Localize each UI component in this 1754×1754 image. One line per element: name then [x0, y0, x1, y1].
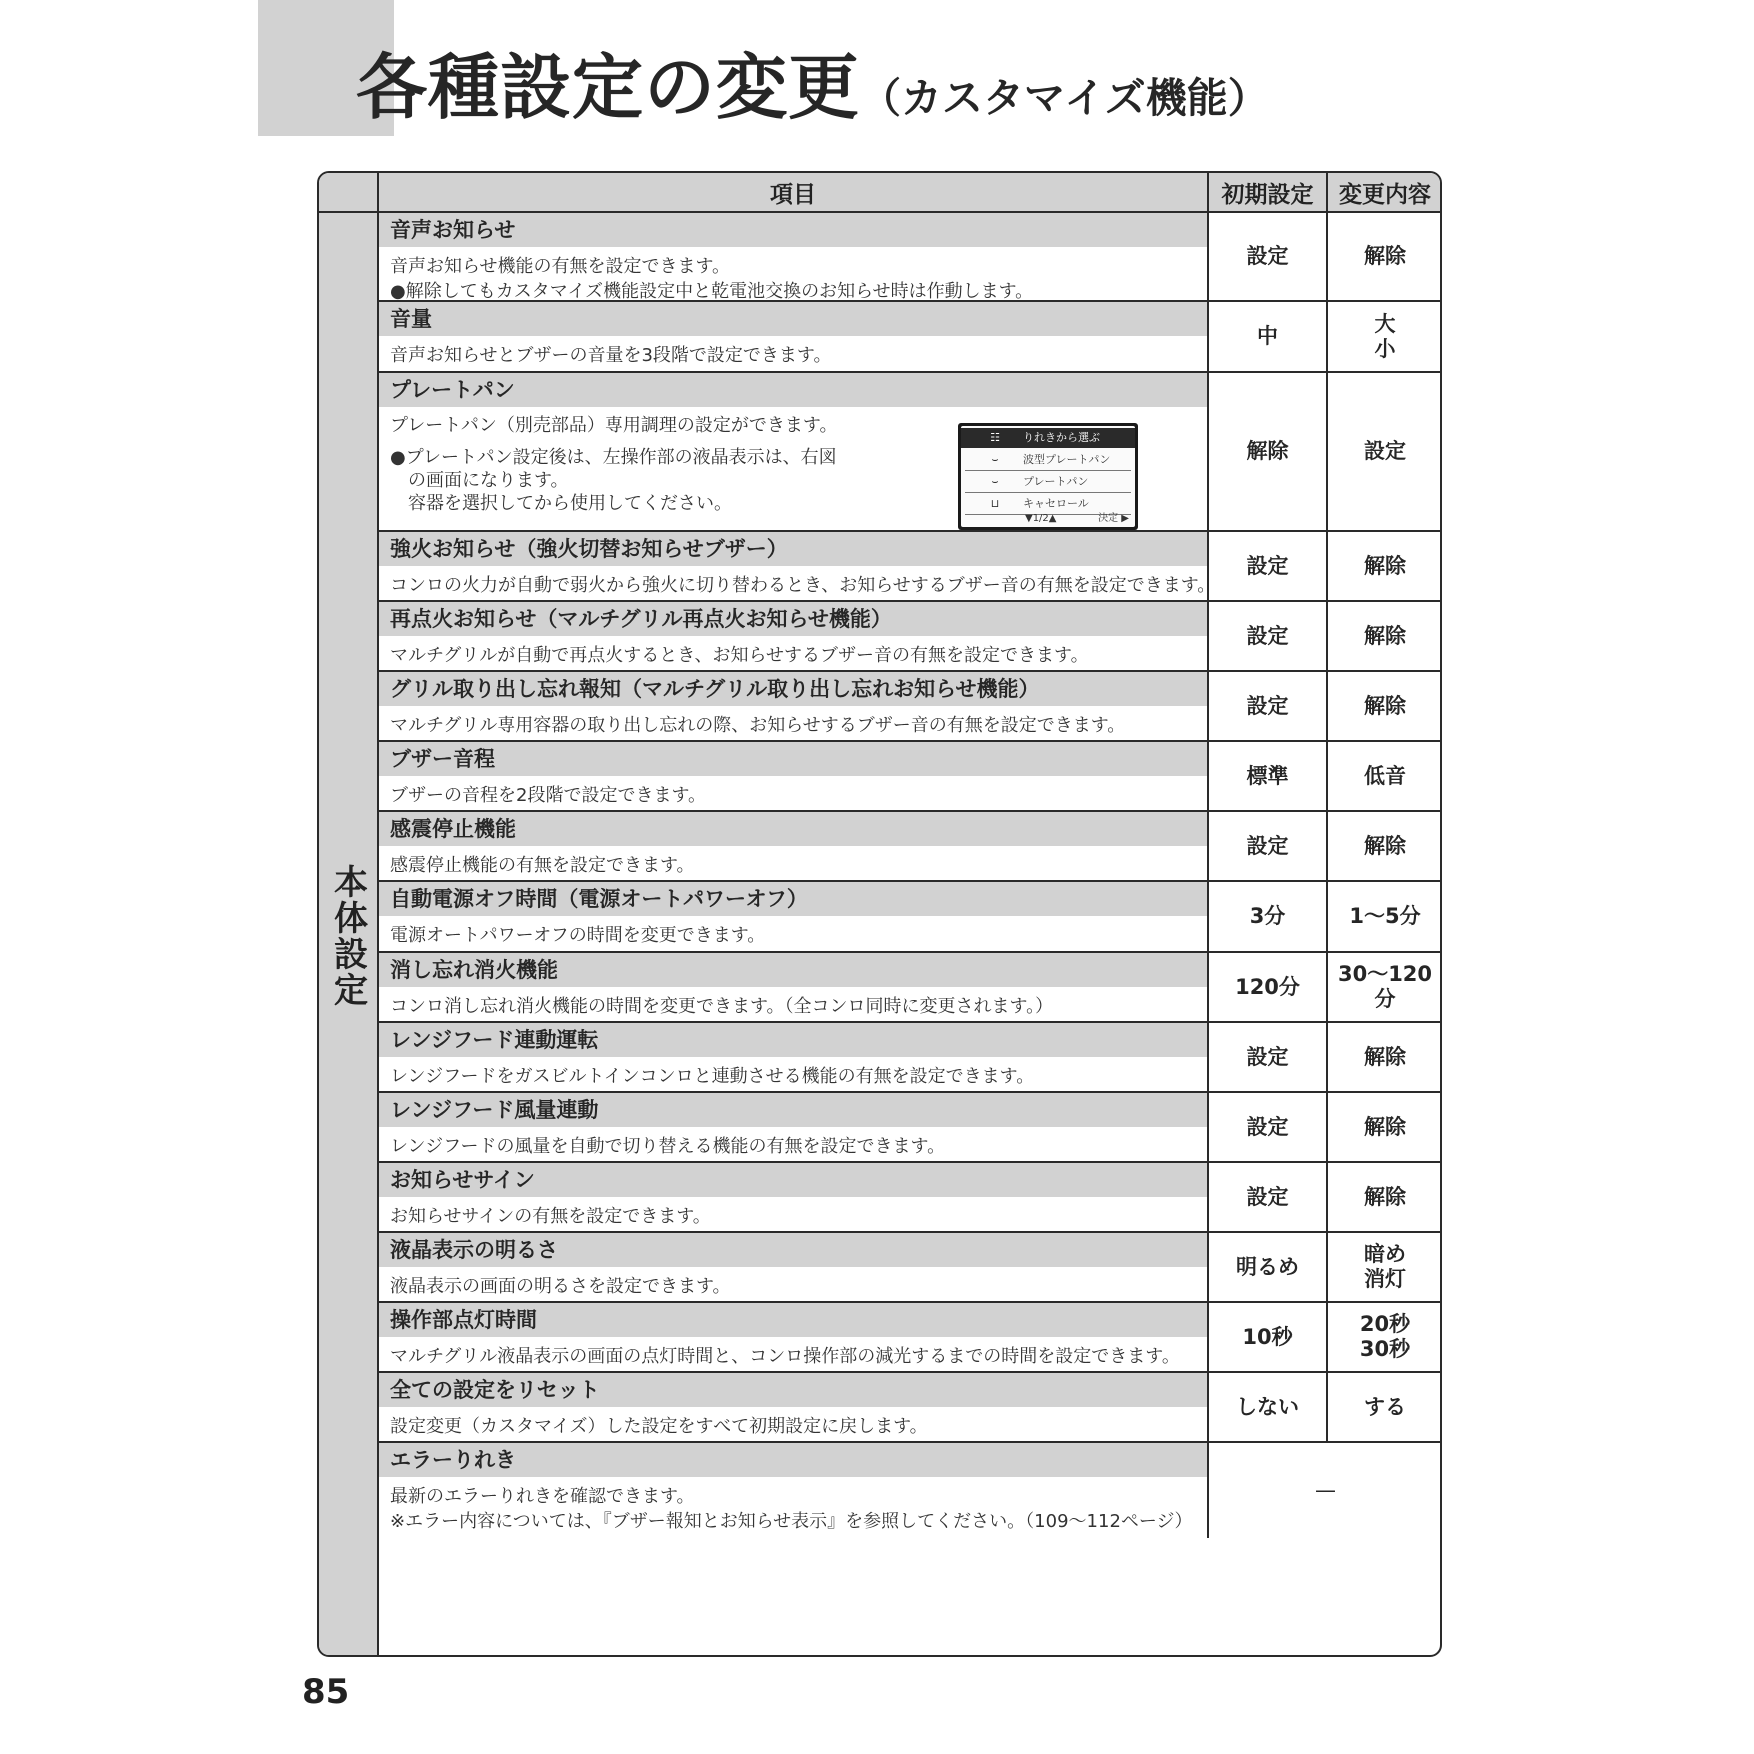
- row-initial-value: 3分: [1209, 882, 1328, 951]
- row-merged-value: —: [1315, 1478, 1336, 1502]
- settings-row: [379, 812, 1442, 882]
- description-line: 音声お知らせとブザーの音量を3段階で設定できます。: [390, 345, 832, 366]
- row-description: [379, 1127, 1207, 1159]
- row-item-cell: [379, 1093, 1209, 1161]
- lcd-menu-item: [961, 472, 1135, 492]
- row-item-cell: [379, 882, 1209, 951]
- row-description: [379, 1407, 1207, 1439]
- row-title: 音量: [379, 302, 1207, 336]
- description-line: 電源オートパワーオフの時間を変更できます。: [390, 925, 766, 946]
- row-description: [379, 636, 1207, 668]
- row-description: [379, 1337, 1207, 1369]
- lcd-screen-illustration: [958, 423, 1138, 530]
- row-item-cell: [379, 672, 1209, 740]
- row-change-value: 解除: [1364, 693, 1406, 718]
- description-line: マルチグリル専用容器の取り出し忘れの際、お知らせするブザー音の有無を設定できます。: [390, 715, 1126, 736]
- row-item-cell: [379, 1373, 1209, 1441]
- row-description: [379, 776, 1207, 808]
- settings-table: [317, 171, 1442, 1657]
- row-initial-value: 120分: [1209, 953, 1328, 1021]
- row-title: レンジフード風量連動: [379, 1093, 1207, 1127]
- description-line: 液晶表示の画面の明るさを設定できます。: [390, 1276, 731, 1297]
- row-initial-value: 設定: [1209, 812, 1328, 880]
- row-initial-value: 設定: [1209, 1023, 1328, 1091]
- row-item-cell: [379, 602, 1209, 670]
- page-title-sub: （カスタマイズ機能）: [860, 74, 1269, 122]
- header-initial: 初期設定: [1209, 173, 1328, 213]
- row-initial-value: 明るめ: [1209, 1233, 1328, 1301]
- side-label-text: 本体設定: [327, 864, 368, 1008]
- row-description: [379, 1267, 1207, 1299]
- lcd-menu-label: りれきから選ぶ: [1023, 431, 1100, 444]
- description-line: の画面になります。: [390, 470, 569, 491]
- row-title: 再点火お知らせ（マルチグリル再点火お知らせ機能）: [379, 602, 1207, 636]
- header-change: 変更内容: [1328, 173, 1442, 213]
- description-line: 感震停止機能の有無を設定できます。: [390, 855, 695, 876]
- description-line: 最新のエラーりれきを確認できます。: [390, 1486, 695, 1507]
- row-change-value: 解除: [1364, 833, 1406, 858]
- row-item-cell: [379, 812, 1209, 880]
- row-initial-value: 設定: [1209, 213, 1328, 300]
- lcd-menu-label: 波型プレートパン: [1023, 453, 1111, 466]
- row-title: レンジフード連動運転: [379, 1023, 1207, 1057]
- settings-row: [379, 532, 1442, 602]
- description-line: 容器を選択してから使用してください。: [390, 493, 732, 514]
- row-item-cell: [379, 953, 1209, 1021]
- row-change-value: 解除: [1364, 623, 1406, 648]
- row-initial-value: 標準: [1209, 742, 1328, 810]
- row-change-value: 解除: [1364, 1114, 1406, 1139]
- row-description: [379, 846, 1207, 878]
- row-initial-value: 解除: [1209, 373, 1328, 530]
- description-line: 設定変更（カスタマイズ）した設定をすべて初期設定に戻します。: [390, 1416, 928, 1437]
- row-title: エラーりれき: [379, 1443, 1207, 1477]
- lcd-menu-label: プレートパン: [1023, 475, 1089, 488]
- lcd-divider: [965, 470, 1131, 471]
- settings-row: [379, 672, 1442, 742]
- row-item-cell: [379, 213, 1209, 300]
- page-title-main: 各種設定の変更: [356, 46, 861, 129]
- row-description: [379, 1057, 1207, 1089]
- page-number: 85: [302, 1672, 350, 1712]
- row-change-value: 低音: [1364, 763, 1406, 788]
- row-change-value: 解除: [1364, 1044, 1406, 1069]
- settings-row: [379, 302, 1442, 373]
- row-title: 強火お知らせ（強火切替お知らせブザー）: [379, 532, 1207, 566]
- row-item-cell: [379, 532, 1216, 600]
- row-change-value: 暗め 消灯: [1364, 1242, 1406, 1291]
- row-title: お知らせサイン: [379, 1163, 1207, 1197]
- description-line: ブザーの音程を2段階で設定できます。: [390, 785, 707, 806]
- description-line: ●解除してもカスタマイズ機能設定中と乾電池交換のお知らせ時は作動します。: [390, 281, 1034, 302]
- row-description: [379, 1477, 1207, 1534]
- row-title: プレートパン: [379, 373, 1207, 407]
- row-title: グリル取り出し忘れ報知（マルチグリル取り出し忘れお知らせ機能）: [379, 672, 1207, 706]
- row-initial-value: 設定: [1209, 672, 1328, 740]
- row-initial-value: 設定: [1209, 532, 1328, 600]
- casserole-icon: ⊔: [990, 497, 1000, 510]
- row-initial-value: 中: [1209, 302, 1328, 371]
- description-line: コンロ消し忘れ消火機能の時間を変更できます。（全コンロ同時に変更されます。）: [390, 996, 1054, 1017]
- description-line: お知らせサインの有無を設定できます。: [390, 1206, 711, 1227]
- row-description: [379, 336, 1207, 368]
- row-description: [379, 916, 1207, 948]
- pan-icon: ⌣: [991, 453, 999, 466]
- header-item: 項目: [379, 173, 1209, 213]
- row-title: 自動電源オフ時間（電源オートパワーオフ）: [379, 882, 1207, 916]
- side-label: [319, 213, 379, 1657]
- row-initial-value: 設定: [1209, 1093, 1328, 1161]
- header-corner: [319, 173, 379, 213]
- description-line: 音声お知らせ機能の有無を設定できます。: [390, 256, 731, 277]
- lcd-divider: [965, 492, 1131, 493]
- settings-row: [379, 742, 1442, 812]
- settings-row: [379, 1443, 1442, 1538]
- row-change-value: 30〜120分: [1337, 962, 1433, 1011]
- row-item-cell: [379, 742, 1209, 810]
- row-title: 消し忘れ消火機能: [379, 953, 1207, 987]
- row-item-cell: [379, 373, 1209, 530]
- row-description: [379, 247, 1207, 304]
- description-line: コンロの火力が自動で弱火から強火に切り替わるとき、お知らせするブザー音の有無を設定できます。: [390, 575, 1216, 596]
- lcd-menu-label: キャセロール: [1023, 497, 1089, 510]
- row-change-value: する: [1364, 1394, 1406, 1419]
- row-change-value: 解除: [1364, 553, 1406, 578]
- row-initial-value: 設定: [1209, 602, 1328, 670]
- row-item-cell: [379, 1163, 1209, 1231]
- row-initial-value: しない: [1209, 1373, 1328, 1441]
- row-title: 操作部点灯時間: [379, 1303, 1207, 1337]
- list-icon: ☷: [990, 431, 1000, 444]
- lcd-page-indicator: ▼1/2▲: [1025, 513, 1057, 524]
- row-initial-value: 設定: [1209, 1163, 1328, 1231]
- settings-row: [379, 602, 1442, 672]
- settings-row: [379, 1303, 1442, 1373]
- row-item-cell: [379, 1303, 1209, 1371]
- lcd-footer: [961, 511, 1135, 527]
- lcd-confirm-label: 決定 ▶: [1098, 513, 1129, 524]
- settings-row: [379, 1163, 1442, 1233]
- settings-row: [379, 1373, 1442, 1443]
- row-title: 感震停止機能: [379, 812, 1207, 846]
- description-line: ※エラー内容については、『ブザー報知とお知らせ表示』を参照してください。（109〜112ページ）: [390, 1511, 1193, 1532]
- row-item-cell: [379, 1233, 1209, 1301]
- lcd-menu-item: [961, 450, 1135, 470]
- row-description: [379, 1197, 1207, 1229]
- settings-row: [379, 1093, 1442, 1163]
- row-change-value: 大 小: [1374, 311, 1396, 361]
- description-line: マルチグリル液晶表示の画面の点灯時間と、コンロ操作部の減光するまでの時間を設定できます。: [390, 1346, 1180, 1367]
- settings-row: [379, 373, 1442, 532]
- settings-row: [379, 213, 1442, 302]
- row-title: 全ての設定をリセット: [379, 1373, 1207, 1407]
- row-change-value: 設定: [1364, 439, 1406, 463]
- row-description: [379, 987, 1207, 1019]
- row-title: ブザー音程: [379, 742, 1207, 776]
- page-title: [356, 46, 1269, 129]
- row-title: 液晶表示の明るさ: [379, 1233, 1207, 1267]
- row-item-cell: [379, 1443, 1209, 1538]
- description-line: レンジフードの風量を自動で切り替える機能の有無を設定できます。: [390, 1136, 946, 1157]
- settings-row: [379, 1023, 1442, 1093]
- settings-row: [379, 953, 1442, 1023]
- row-initial-value: 10秒: [1209, 1303, 1328, 1371]
- row-change-value: 解除: [1364, 244, 1406, 268]
- settings-row: [379, 1233, 1442, 1303]
- description-line: ●プレートパン設定後は、左操作部の液晶表示は、右図: [390, 447, 837, 468]
- lcd-menu-item: [961, 428, 1135, 448]
- row-item-cell: [379, 302, 1209, 371]
- settings-row: [379, 882, 1442, 953]
- row-change-value: 20秒 30秒: [1359, 1312, 1411, 1361]
- description-line: レンジフードをガスビルトインコンロと連動させる機能の有無を設定できます。: [390, 1066, 1035, 1087]
- row-change-value: 解除: [1364, 1184, 1406, 1209]
- description-line: マルチグリルが自動で再点火するとき、お知らせするブザー音の有無を設定できます。: [390, 645, 1089, 666]
- row-change-value: 1〜5分: [1349, 904, 1421, 928]
- row-title: 音声お知らせ: [379, 213, 1207, 247]
- row-description: [379, 566, 1216, 598]
- row-item-cell: [379, 1023, 1209, 1091]
- row-description: [379, 706, 1207, 738]
- description-line: プレートパン（別売部品）専用調理の設定ができます。: [390, 415, 838, 436]
- pan-icon: ⌣: [991, 475, 999, 488]
